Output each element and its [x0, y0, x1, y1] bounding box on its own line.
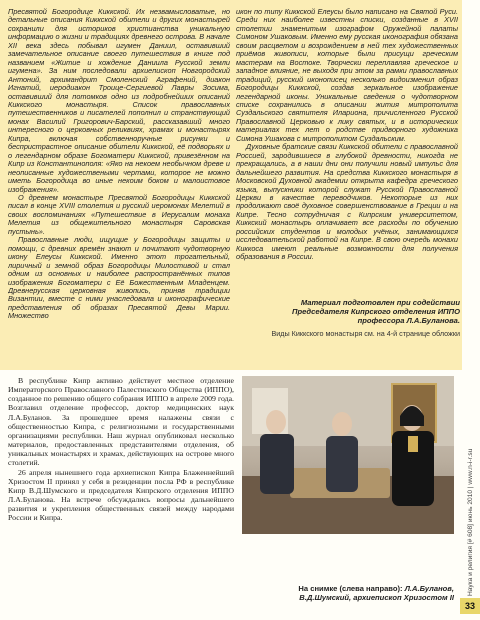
credit-line-3: профессора Л.А.Буланова.	[357, 316, 460, 325]
cover-reference-note: Виды Киккского монастыря см. на 4-й странице обложки	[271, 329, 460, 338]
photo-caption	[242, 584, 454, 602]
credit-line-2: Председателя Кипрского отделения ИППО	[292, 307, 460, 316]
page-number: 33	[460, 598, 480, 614]
paragraph: Православные люди, ищущие у Богородицы защиты и помощи, с древних времён знают и почитают чудотворную икону Елеусы Киккской. Именно этот трогательный, лиричный и земной образ Богородицы Милостивой и стал одним из основных и наиболее распространённых типов изображения Богоматери с Её Божественным Младенцем. Древнерусская церковная живопись, приняв традиции Византии, вместе с ними унаследовала и иконографические представления об образах Пресвятой Девы Марии. Множество	[8, 235, 230, 321]
news-paragraph: 26 апреля нынешнего года архиепископ Кипра Блаженнейший Хризостом II принял у себя в резиденции посла РФ в республике Кипр В.Д.Шумского и председателя Кипрского отделения ИППО Л.А.Буланова. На встрече обсуждались вопросы дальнейшего развития и укрепления общественных связей между народами России и Кипра.	[8, 467, 234, 523]
magazine-footer-vertical: Наука и религия [# 608] июнь 2010 | www.n-i-r.su	[467, 448, 474, 596]
caption-names-line-1: Л.А.Буланов,	[404, 584, 454, 593]
news-paragraph: В республике Кипр активно действует местное отделение Императорского Православного Палестинского Общества (ИППО), созданное по решению общего собрания ИППО в апреле 2009 года. Возглавил отделение профессор, доктор медицинских наук Л.А.Буланов. За прошедшее время налажены связи с общественностью Кипра, с религиозными и государственными организациями республики. Наш журнал опубликовал несколько материалов, предоставленных представителями отделения, об уникальных монастырях и храмах, действующих на острове много столетий.	[8, 376, 234, 468]
caption-names-line-2: В.Д.Шумский, архиепископ Хризостом II	[299, 593, 454, 602]
paragraph: икон по типу Киккской Елеусы было написано на Святой Руси. Среди них наиболее известны списки, созданные в XVII столетии знаменитым изографом Оружейной палаты Симоном Ушаковым. Именно ему русская иконография обязана своим расцветом и возрождением в ней тех художественных приёмов живописи, которые были присущи греческим мастерам на Востоке. Творчески переплавляя греческое и западное влияние, не выходя при этом за рамки православных традиций, русский иконописец несколько видоизменил образ Богородицы Киккской, создав зеркальное изображение легендарной иконы. Уникальные сведения о чудотворном списке сохранились в описании жития митрополита Суздальского святителя Илариона, причисленного Русской Православной Церковью к лику святых, и в исторических материалах тех лет о родстве придворного художника Симона Ушакова с митрополитом Суздальским.	[236, 8, 458, 143]
paragraph: Духовные братские связи Киккской обители с православной Россией, зародившиеся в глубокой древности, никогда не прекращались, а в наши дни они получили новый импульс для дальнейшего развития. На средства Киккского монастыря в Московской Духовной академии открыта кафедра греческого языка, выпускники которой служат Русской Православной Церкви в качестве переводчиков. Некоторые из них продолжают своё духовное совершенствование в Греции и на Кипре. Тесно сотрудничая с Кипрским университетом, Киккский монастырь оплачивает все расходы по обучению российских студентов и молодых учёных, занимающихся исследовательской работой на Кипре. В свою очередь монахи Киккоса имеют реальные возможности для получения образования в России.	[236, 142, 458, 262]
paragraph: О древнем монастыре Пресвятой Богородицы Киккской писал в конце XVIII столетия и русский иеромонах Мелетий в своих воспоминаниях «Путешествие в Иерусалим монаха Мелетия из общежительного монастыря Саровская пустынь».	[8, 192, 230, 236]
article-column-left	[8, 8, 230, 370]
caption-lead: На снимке (слева направо):	[298, 584, 403, 593]
article-column-right	[236, 8, 458, 286]
paragraph: Пресвятой Богородице Киккской. Их незвамысловатые, но детальные описания Киккской обители и других монастырей сохранили для историков христианства уникальную информацию о жизни и традициях древнего острова. В начале XII века здесь побывал игумен Даниил, оставивший замечательное описание своего путешествия в книге под названием «Житие и хождение Даниила Русской земли игумена». За ним последовали архиепископ Новгородский Антоний, архимандрит Смоленский Аграфений, диакон Игнатий, иеродиакон Троице-Сергиевой Лавры Зосима, оставивший для потомков одно из подробнейших описаний Киккского монастыря. Список православных путешественников и писателей пополнил и странствующий монах Василий Григорович-Барский, рассказавший много интересного о церковных реликвиях, храмах и монастырях Кипра, включая собственноручные рисунки и беспристрастное описание обители Киккской, её подворьях и о легендарном образе Богоматери Киккской, привезённом на Кипр из Константинополя: «Яко на некоем необычном древе и неописанные художествеными чертами, которое не можно иметь Богородица во иные некоим боком и малоистовое изображения».	[8, 8, 230, 194]
credit-block	[236, 298, 460, 325]
news-text-block	[8, 376, 234, 616]
page-sidebar	[462, 8, 480, 596]
meeting-photo	[242, 376, 454, 534]
credit-line-1: Материал подготовлен при содействии	[300, 298, 460, 307]
